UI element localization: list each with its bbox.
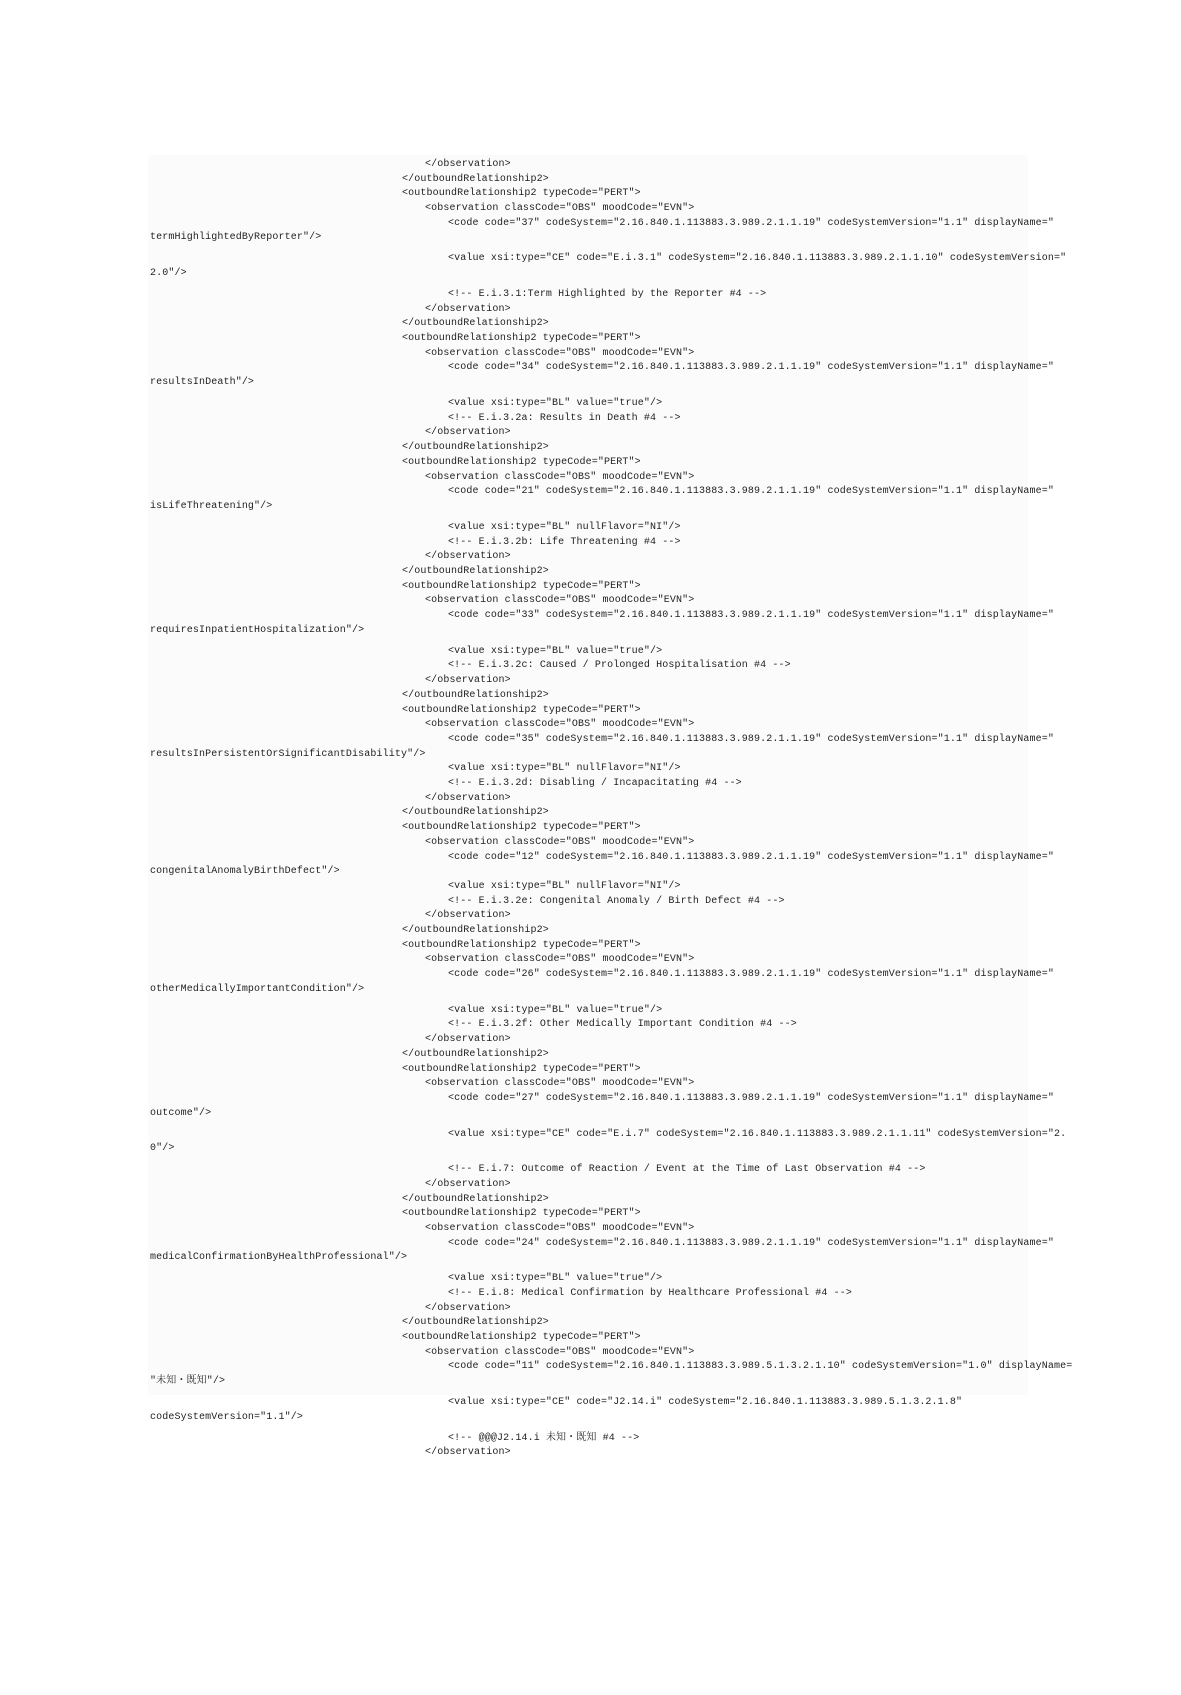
code-line: <value xsi:type="BL" value="true"/> xyxy=(448,646,663,657)
code-line: <!-- E.i.3.2e: Congenital Anomaly / Birth Defect #4 --> xyxy=(448,896,785,907)
code-line: requiresInpatientHospitalization"/> xyxy=(150,625,365,636)
code-line: <!-- E.i.3.1:Term Highlighted by the Reporter #4 --> xyxy=(448,289,767,300)
code-line: <!-- E.i.3.2d: Disabling / Incapacitating #4 --> xyxy=(448,778,742,789)
code-line: </outboundRelationship2> xyxy=(402,1049,549,1060)
code-line: 0"/> xyxy=(150,1143,175,1154)
code-line: <observation classCode="OBS" moodCode="EVN"> xyxy=(425,1223,695,1234)
code-line: <observation classCode="OBS" moodCode="EVN"> xyxy=(425,348,695,359)
code-line: <!-- E.i.3.2f: Other Medically Important Condition #4 --> xyxy=(448,1019,797,1030)
code-line: <value xsi:type="CE" code="J2.14.i" codeSystem="2.16.840.1.113883.3.989.5.1.3.2.1.8" xyxy=(448,1397,963,1408)
code-line: <observation classCode="OBS" moodCode="EVN"> xyxy=(425,1078,695,1089)
code-line: <value xsi:type="CE" code="E.i.7" codeSystem="2.16.840.1.113883.3.989.2.1.1.11" codeSystemVersion="2. xyxy=(448,1129,1067,1140)
code-line: </observation> xyxy=(425,1303,511,1314)
code-line: <code code="33" codeSystem="2.16.840.1.113883.3.989.2.1.1.19" codeSystemVersion="1.1" displayName=" xyxy=(448,610,1054,621)
code-line: <outboundRelationship2 typeCode="PERT"> xyxy=(402,1208,641,1219)
code-line: <observation classCode="OBS" moodCode="EVN"> xyxy=(425,954,695,965)
code-line: <code code="26" codeSystem="2.16.840.1.113883.3.989.2.1.1.19" codeSystemVersion="1.1" displayName=" xyxy=(448,969,1054,980)
code-line: <value xsi:type="BL" value="true"/> xyxy=(448,1005,663,1016)
code-line: <observation classCode="OBS" moodCode="EVN"> xyxy=(425,472,695,483)
code-line: </observation> xyxy=(425,427,511,438)
code-line: </outboundRelationship2> xyxy=(402,1317,549,1328)
code-line: <observation classCode="OBS" moodCode="EVN"> xyxy=(425,595,695,606)
code-line: </observation> xyxy=(425,910,511,921)
code-line: </observation> xyxy=(425,1447,511,1458)
code-line: </outboundRelationship2> xyxy=(402,174,549,185)
code-line: <outboundRelationship2 typeCode="PERT"> xyxy=(402,1064,641,1075)
code-line: <value xsi:type="BL" nullFlavor="NI"/> xyxy=(448,763,681,774)
code-line: </observation> xyxy=(425,551,511,562)
code-line: </observation> xyxy=(425,793,511,804)
code-line: </observation> xyxy=(425,1034,511,1045)
code-line: <!-- @@@J2.14.i 未知・既知 #4 --> xyxy=(448,1433,640,1444)
code-line: "未知・既知"/> xyxy=(150,1376,226,1387)
code-line: </outboundRelationship2> xyxy=(402,318,549,329)
code-line: <value xsi:type="BL" value="true"/> xyxy=(448,398,663,409)
code-line: </observation> xyxy=(425,675,511,686)
code-line: </outboundRelationship2> xyxy=(402,690,549,701)
code-line: <outboundRelationship2 typeCode="PERT"> xyxy=(402,188,641,199)
code-line: <code code="27" codeSystem="2.16.840.1.113883.3.989.2.1.1.19" codeSystemVersion="1.1" displayName=" xyxy=(448,1093,1054,1104)
code-line: <!-- E.i.3.2a: Results in Death #4 --> xyxy=(448,413,681,424)
code-line: </observation> xyxy=(425,159,511,170)
code-line: congenitalAnomalyBirthDefect"/> xyxy=(150,866,340,877)
code-line: <observation classCode="OBS" moodCode="EVN"> xyxy=(425,203,695,214)
code-line: medicalConfirmationByHealthProfessional"/> xyxy=(150,1252,408,1263)
code-line: </outboundRelationship2> xyxy=(402,442,549,453)
code-line: </outboundRelationship2> xyxy=(402,566,549,577)
code-line: isLifeThreatening"/> xyxy=(150,501,273,512)
code-line: 2.0"/> xyxy=(150,268,187,279)
code-line: <outboundRelationship2 typeCode="PERT"> xyxy=(402,705,641,716)
code-line: </observation> xyxy=(425,304,511,315)
code-line: </outboundRelationship2> xyxy=(402,807,549,818)
code-line: <code code="35" codeSystem="2.16.840.1.113883.3.989.2.1.1.19" codeSystemVersion="1.1" displayName=" xyxy=(448,734,1054,745)
code-line: resultsInPersistentOrSignificantDisability"/> xyxy=(150,749,426,760)
code-line: <outboundRelationship2 typeCode="PERT"> xyxy=(402,457,641,468)
code-line: <code code="12" codeSystem="2.16.840.1.113883.3.989.2.1.1.19" codeSystemVersion="1.1" displayName=" xyxy=(448,852,1054,863)
code-line: <outboundRelationship2 typeCode="PERT"> xyxy=(402,940,641,951)
code-line: termHighlightedByReporter"/> xyxy=(150,232,322,243)
code-line: <value xsi:type="BL" nullFlavor="NI"/> xyxy=(448,881,681,892)
code-line: <outboundRelationship2 typeCode="PERT"> xyxy=(402,822,641,833)
code-line: <value xsi:type="CE" code="E.i.3.1" codeSystem="2.16.840.1.113883.3.989.2.1.1.10" codeSystemVersion=" xyxy=(448,253,1067,264)
code-line: <observation classCode="OBS" moodCode="EVN"> xyxy=(425,1347,695,1358)
code-line: <code code="37" codeSystem="2.16.840.1.113883.3.989.2.1.1.19" codeSystemVersion="1.1" displayName=" xyxy=(448,218,1054,229)
code-line: codeSystemVersion="1.1"/> xyxy=(150,1412,304,1423)
code-line: outcome"/> xyxy=(150,1108,212,1119)
code-line: <code code="11" codeSystem="2.16.840.1.113883.3.989.5.1.3.2.1.10" codeSystemVersion="1.0" displayName= xyxy=(448,1361,1073,1372)
code-line: <!-- E.i.8: Medical Confirmation by Healthcare Professional #4 --> xyxy=(448,1288,852,1299)
code-line: otherMedicallyImportantCondition"/> xyxy=(150,984,365,995)
code-line: <observation classCode="OBS" moodCode="EVN"> xyxy=(425,719,695,730)
code-line: <code code="21" codeSystem="2.16.840.1.113883.3.989.2.1.1.19" codeSystemVersion="1.1" displayName=" xyxy=(448,486,1054,497)
code-line: </outboundRelationship2> xyxy=(402,1194,549,1205)
code-line: <outboundRelationship2 typeCode="PERT"> xyxy=(402,581,641,592)
code-line: <code code="24" codeSystem="2.16.840.1.113883.3.989.2.1.1.19" codeSystemVersion="1.1" displayName=" xyxy=(448,1238,1054,1249)
code-line: </outboundRelationship2> xyxy=(402,925,549,936)
code-line: <value xsi:type="BL" value="true"/> xyxy=(448,1273,663,1284)
code-line: <code code="34" codeSystem="2.16.840.1.113883.3.989.2.1.1.19" codeSystemVersion="1.1" displayName=" xyxy=(448,362,1054,373)
code-line: <outboundRelationship2 typeCode="PERT"> xyxy=(402,1332,641,1343)
code-line: <!-- E.i.3.2b: Life Threatening #4 --> xyxy=(448,537,681,548)
code-line: resultsInDeath"/> xyxy=(150,377,255,388)
code-line: <observation classCode="OBS" moodCode="EVN"> xyxy=(425,837,695,848)
code-line: <!-- E.i.7: Outcome of Reaction / Event at the Time of Last Observation #4 --> xyxy=(448,1164,926,1175)
code-line: <value xsi:type="BL" nullFlavor="NI"/> xyxy=(448,522,681,533)
code-line: <outboundRelationship2 typeCode="PERT"> xyxy=(402,333,641,344)
code-line: </observation> xyxy=(425,1179,511,1190)
code-line: <!-- E.i.3.2c: Caused / Prolonged Hospitalisation #4 --> xyxy=(448,660,791,671)
